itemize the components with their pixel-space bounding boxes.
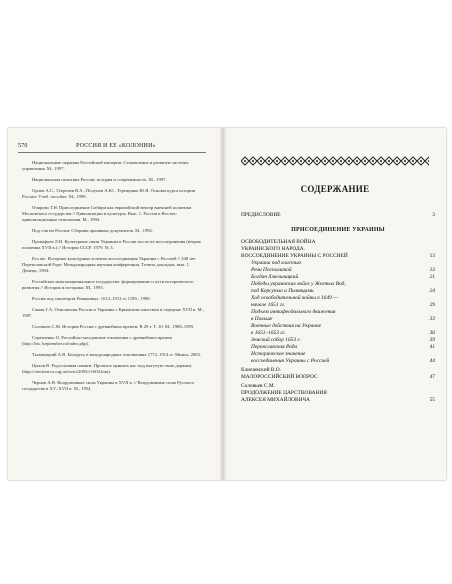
toc-entry-label: Ключевский В.О.: [241, 367, 282, 373]
toc-entry-label: в Польше: [251, 316, 273, 322]
bibliography-entry: Цыхов В. Родословная памяти. Прошлое принять нас под могучую свою державу (http://otechestvo.org.ua/vesti/2005/v1604.htm).: [22, 363, 192, 374]
bibliography-list: [22, 160, 206, 397]
toc-entry-label: Переяславская Рада: [251, 344, 298, 350]
toc-entry[interactable]: [241, 337, 435, 344]
toc-entry[interactable]: [241, 316, 435, 323]
bibliography-entry: Тыловицкий А.В. Беларусь в международных отношениях 1772–1914 гг. Минск, 2003.: [32, 352, 201, 357]
toc-entry-label: Речи Посполитой: [251, 267, 292, 273]
toc-entry[interactable]: [241, 383, 435, 390]
toc-entry[interactable]: [241, 267, 435, 274]
toc-entry-page: 41: [429, 344, 435, 350]
left-page: [8, 128, 219, 480]
toc-entry-page: 24: [429, 288, 435, 294]
toc-entry[interactable]: [241, 344, 435, 351]
toc-entry-label: ВОССОЕДИНЕНИЕ УКРАИНЫ С РОССИЕЙ: [241, 253, 348, 259]
toc-entry-label: Соловьев С.М.: [241, 383, 275, 389]
toc-entry[interactable]: [241, 330, 435, 337]
running-title: РОССИЯ И ЕЕ «КОЛОНИИ»: [76, 143, 156, 149]
toc-entry-page: 21: [429, 274, 435, 280]
toc-entry[interactable]: [241, 351, 435, 358]
toc-entry[interactable]: [241, 260, 435, 267]
toc-entry[interactable]: [241, 397, 435, 404]
toc-entry-label: Ход освободительной войны в 1649 —: [251, 295, 338, 301]
toc-entry[interactable]: [241, 253, 435, 260]
bibliography-entry: Санин Г.А. Отношения России и Украины с Крымским ханством в середине XVII в. М., 1987.: [22, 307, 204, 318]
bibliography-entry: Чернов А.В. Вооруженные силы Украины в XVII в. // Вооруженные силы Русского государства в XV–XVII в. М., 1954.: [22, 380, 195, 391]
toc-entry-preface[interactable]: [241, 212, 435, 219]
ornament-pattern-icon: [241, 156, 429, 166]
toc-entry-page: 55: [429, 397, 435, 403]
toc-entry-label: ПРОДОЛЖЕНИЕ ЦАРСТВОВАНИЯ: [241, 390, 327, 396]
bibliography-entry: Его же. Историко-культурные аспекты воссоединения Украины с Россией // 340 лет Переяславской Раде: Международная научная конференция. Тезисы докладов, вып. 1. Донецк, 1994.: [22, 256, 196, 273]
toc-entry-page: 33: [429, 316, 435, 322]
toc-entry[interactable]: [241, 302, 435, 309]
toc-entry-label: в 1651–1653 гг.: [251, 330, 286, 336]
toc-entry-page: 39: [429, 337, 435, 343]
bibliography-entry: Стратиенко О. Российско-молдавские отношения с древнейших времен (http://his.1september.ru/index.php).: [22, 335, 172, 346]
toc-entry[interactable]: [241, 239, 435, 246]
toc-entry-label: Военные действия на Украине: [251, 323, 322, 329]
toc-entry-page: 13: [429, 267, 435, 273]
bibliography-entry: Российское многонациональное государство: формирование и пути исторического развития // История и историки. М., 1995.: [22, 279, 194, 290]
book-spread: [8, 128, 446, 480]
toc-entry-page: 13: [429, 253, 435, 259]
toc-entry-label: Подъем антифеодального движения: [251, 309, 336, 315]
toc-entry-page: 36: [429, 330, 435, 336]
toc-entry-page: 47: [429, 374, 435, 380]
toc-entry[interactable]: [241, 367, 435, 374]
bibliography-entry: Россия под скипетром Романовых. 1613–1913 гг. СПб., 1990.: [32, 296, 151, 301]
toc-entry-label: Украина под властью: [251, 260, 302, 266]
toc-entry-label: под Корсунью и Пилявцами: [251, 288, 314, 294]
bibliography-entry: Соловьев С.М. История России с древнейших времен: В 29 т. Т. 10. М., 1988–1995.: [32, 324, 195, 329]
bibliography-entry: Прокофьев Л.Н. Культурные связи Украины и России после их воссоединения (вторая половина XVII в.) // История СССР. 1979. № 3.: [22, 239, 201, 250]
toc-entry[interactable]: [241, 309, 435, 316]
toc-entry-label: МАЛОРОССИЙСКИЙ ВОПРОС: [241, 374, 318, 380]
toc-entry[interactable]: [241, 246, 435, 253]
bibliography-entry: Орлов А.С., Георгиев В.А., Полунов А.Ю., Терещенко Ю.Я. Основы курса истории России: Учеб. пособие. М., 1999.: [22, 188, 196, 199]
toc-title: СОДЕРЖАНИЕ: [300, 184, 370, 194]
page-number: 570: [18, 143, 28, 149]
toc-entry-label: Богдан Хмельницкий: [251, 274, 299, 280]
toc-entry-label: Победы украинских войск у Желтых Вод,: [251, 281, 346, 287]
toc-entry-label: ПРЕДИСЛОВИЕ: [241, 212, 281, 218]
toc-entry-label: АЛЕКСЕЯ МИХАЙЛОВИЧА: [241, 397, 310, 403]
toc-list: [241, 212, 435, 404]
toc-entry[interactable]: [241, 295, 435, 302]
toc-entry-label: начале 1651 гг.: [251, 302, 286, 308]
toc-entry-label: УКРАИНСКОГО НАРОДА.: [241, 246, 305, 252]
toc-entry[interactable]: [241, 323, 435, 330]
toc-entry-page: 44: [429, 358, 435, 364]
toc-entry-label: воссоединения Украины с Россией: [251, 358, 330, 364]
toc-entry[interactable]: [241, 390, 435, 397]
bibliography-entry: Национальная политика России: история и современность. М., 1997.: [32, 177, 167, 182]
toc-entry-page: 3: [432, 212, 435, 218]
toc-entry[interactable]: [241, 374, 435, 381]
toc-entry-page: 29: [429, 302, 435, 308]
toc-entry-label: Земский собор 1653 г.: [251, 337, 301, 343]
section-title: ПРИСОЕДИНЕНИЕ УКРАИНЫ: [291, 227, 385, 233]
ornament-border: [241, 156, 429, 166]
toc-entry[interactable]: [241, 281, 435, 288]
toc-entry-label: Историческое значение: [251, 351, 306, 357]
right-page: [227, 128, 446, 480]
bibliography-entry: Под стягом России: Сборник архивных документов. М., 1992.: [32, 228, 153, 233]
toc-entries: [241, 239, 435, 404]
bibliography-entry: Национальные окраины Российской империи. Становление и развитие системы управления. М., 1997.: [22, 160, 189, 171]
toc-entry-label: ОСВОБОДИТЕЛЬНАЯ ВОЙНА: [241, 239, 316, 245]
bibliography-entry: Очирова Т.Н. Присоединение Сибири как евразийский вектор внешней политики Московского государства // Цивилизации и культуры. Вып. 1. Россия и Восток: цивилизационные отношения. М., 1994.: [22, 205, 192, 222]
running-head: [18, 142, 206, 153]
toc-entry[interactable]: [241, 274, 435, 281]
toc-entry[interactable]: [241, 358, 435, 365]
toc-entry[interactable]: [241, 288, 435, 295]
book-gutter: [219, 128, 227, 480]
